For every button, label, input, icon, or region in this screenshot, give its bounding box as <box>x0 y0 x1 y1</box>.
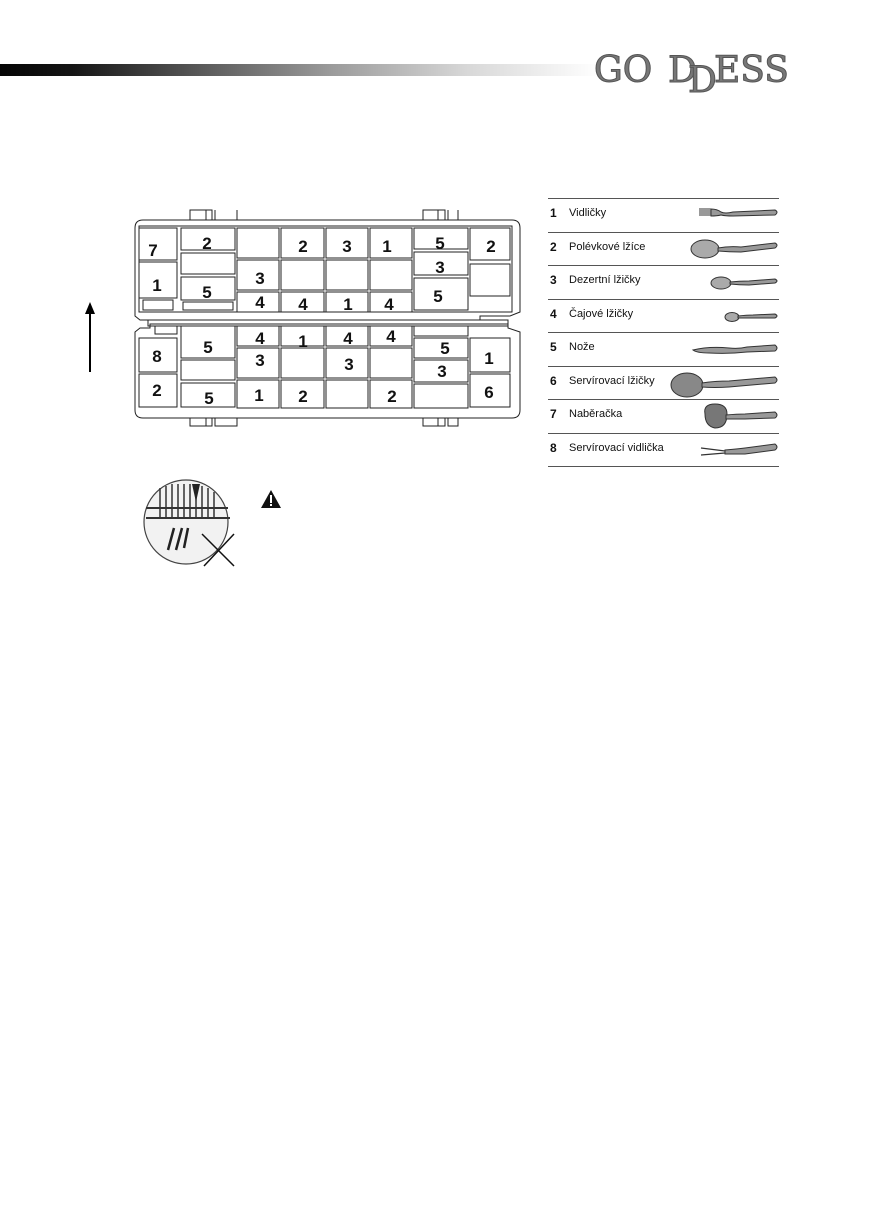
legend-number: 1 <box>550 206 557 220</box>
legend-number: 6 <box>550 373 557 388</box>
legend-row <box>548 265 779 299</box>
serving-spoon-icon <box>669 367 779 401</box>
cutlery-basket-diagram <box>120 200 530 428</box>
lower-cell-number: 5 <box>204 389 214 408</box>
upper-cell-number: 1 <box>152 276 162 295</box>
lower-cell-number: 2 <box>387 387 397 406</box>
legend-number: 2 <box>550 239 557 254</box>
legend-row <box>548 366 779 400</box>
lower-cell-number: 1 <box>298 332 308 351</box>
lower-cell-number: 4 <box>386 327 396 346</box>
lower-cell-number: 5 <box>203 338 213 357</box>
lower-cell-number: 8 <box>152 347 162 366</box>
upper-cell-number: 4 <box>255 293 265 312</box>
lower-cell-number: 2 <box>298 387 308 406</box>
lower-cell-number: 3 <box>255 351 265 370</box>
dessert-spoon-icon <box>709 266 779 296</box>
legend-number: 4 <box>550 306 557 321</box>
soup-spoon-icon <box>689 233 779 263</box>
upper-cell-number: 5 <box>202 283 212 302</box>
lower-cell-number: 1 <box>484 349 494 368</box>
serving-fork-icon <box>697 434 779 464</box>
upper-cell-number: 3 <box>255 269 265 288</box>
warning-triangle-icon <box>260 489 282 509</box>
ladle-icon <box>701 400 779 434</box>
upper-cell-number: 4 <box>298 295 308 314</box>
legend-number: 7 <box>550 407 557 421</box>
lower-cell-number: 4 <box>255 329 265 348</box>
legend-label: Servírovací lžičky <box>569 374 655 387</box>
upper-cell-number: 1 <box>343 295 353 314</box>
upper-cell-number: 3 <box>435 258 445 277</box>
teaspoon-icon <box>723 300 779 330</box>
upper-cell-number: 5 <box>433 287 443 306</box>
legend-label: Nože <box>569 341 595 353</box>
upper-cell-number: 2 <box>486 237 496 256</box>
cutlery-legend <box>548 198 779 467</box>
legend-number: 3 <box>550 273 557 287</box>
legend-label: Servírovací vidlička <box>569 441 664 454</box>
upper-cell-number: 7 <box>148 241 158 260</box>
legend-label: Naběračka <box>569 408 623 420</box>
legend-label: Polévkové lžíce <box>569 240 646 253</box>
direction-arrow-icon <box>82 302 98 374</box>
svg-text:D: D <box>688 60 717 94</box>
upper-cell-number: 3 <box>342 237 352 256</box>
legend-label: Vidličky <box>569 207 607 219</box>
knife-icon <box>689 333 779 363</box>
upper-cell-number: 2 <box>298 237 308 256</box>
upper-cell-number: 1 <box>382 237 392 256</box>
svg-text:ESS: ESS <box>714 50 789 91</box>
cutlery-basket-wrong-placement-icon <box>138 478 240 570</box>
lower-cell-number: 5 <box>440 339 450 358</box>
legend-row <box>548 433 779 468</box>
legend-row <box>548 299 779 333</box>
upper-cell-number: 2 <box>202 234 212 253</box>
lower-cell-number: 2 <box>152 381 162 400</box>
legend-row <box>548 198 779 232</box>
legend-row <box>548 399 779 433</box>
legend-number: 8 <box>550 440 557 455</box>
svg-text:GO: GO <box>594 50 653 91</box>
lower-cell-number: 3 <box>344 355 354 374</box>
goddess-logo <box>592 44 807 94</box>
lower-cell-number: 6 <box>484 383 494 402</box>
upper-cell-number: 4 <box>384 295 394 314</box>
legend-row <box>548 232 779 266</box>
fork-icon <box>691 199 779 229</box>
legend-label: Čajové lžičky <box>569 307 634 320</box>
lower-cell-number: 1 <box>254 386 264 405</box>
lower-cell-number: 3 <box>437 362 447 381</box>
svg-text:D: D <box>668 50 697 91</box>
header-gradient-bar <box>0 64 600 76</box>
upper-cell-number: 5 <box>435 234 445 253</box>
legend-row <box>548 332 779 366</box>
lower-cell-number: 4 <box>343 329 353 348</box>
legend-number: 5 <box>550 340 557 354</box>
legend-label: Dezertní lžičky <box>569 274 641 286</box>
